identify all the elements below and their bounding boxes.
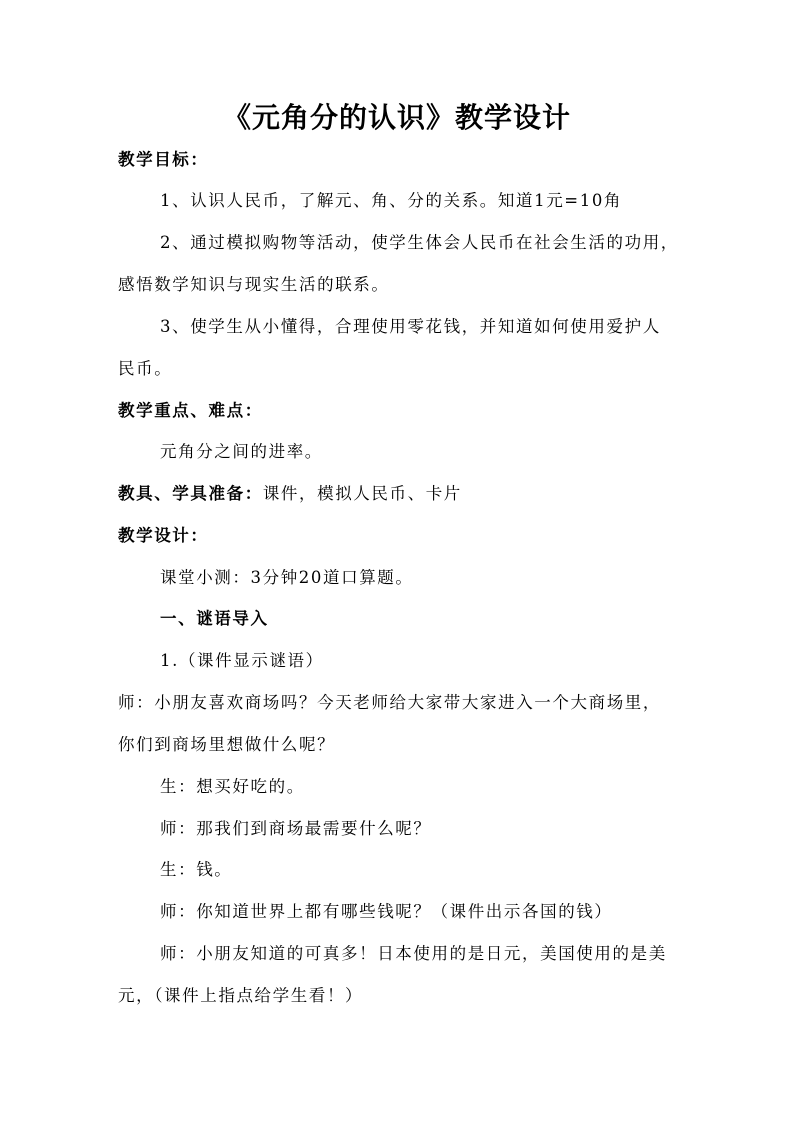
- materials-line: [118, 482, 684, 506]
- dialogue-5: 师：你知道世界上都有哪些钱呢？（课件出示各国的钱）: [160, 902, 613, 921]
- objective-3-line1: 3、使学生从小懂得，合理使用零花钱，并知道如何使用爱护人: [160, 317, 661, 336]
- dialogue-6-line1: 师：小朋友知道的可真多！日本使用的是日元，美国使用的是美: [160, 944, 667, 963]
- materials-heading: 教具、学具准备：: [118, 484, 263, 503]
- step-1: 1.（课件显示谜语）: [160, 651, 324, 670]
- keypoints-text: 元角分之间的进率。: [160, 442, 323, 461]
- dialogue-6-line2: 元，（课件上指点给学生看！）: [118, 986, 364, 1005]
- dialogue-1-line2: 你们到商场里想做什么呢？: [118, 735, 336, 754]
- materials-text: 课件，模拟人民币、卡片: [262, 484, 462, 503]
- objective-2-line1: 2、通过模拟购物等活动，使学生体会人民币在社会生活的功用，: [160, 233, 679, 252]
- design-heading: 教学设计：: [118, 526, 209, 545]
- objectives-heading: 教学目标：: [118, 150, 209, 169]
- objective-2-line2: 感悟数学知识与现实生活的联系。: [118, 275, 390, 294]
- keypoints-heading: 教学重点、难点：: [118, 401, 263, 420]
- dialogue-2: 生：想买好吃的。: [160, 777, 305, 796]
- objective-1: 1、认识人民币，了解元、角、分的关系。知道1元=10角: [160, 191, 623, 210]
- dialogue-1-line1: 师：小朋友喜欢商场吗？今天老师给大家带大家进入一个大商场里，: [118, 693, 661, 712]
- dialogue-4: 生：钱。: [160, 860, 233, 879]
- section-1-heading: 一、谜语导入: [160, 609, 269, 628]
- document-title: 《元角分的认识》教学设计: [222, 101, 571, 134]
- objective-3-line2: 民币。: [118, 359, 173, 378]
- design-quiz: 课堂小测：3分钟20道口算题。: [160, 568, 414, 587]
- dialogue-3: 师：那我们到商场最需要什么呢？: [160, 819, 432, 838]
